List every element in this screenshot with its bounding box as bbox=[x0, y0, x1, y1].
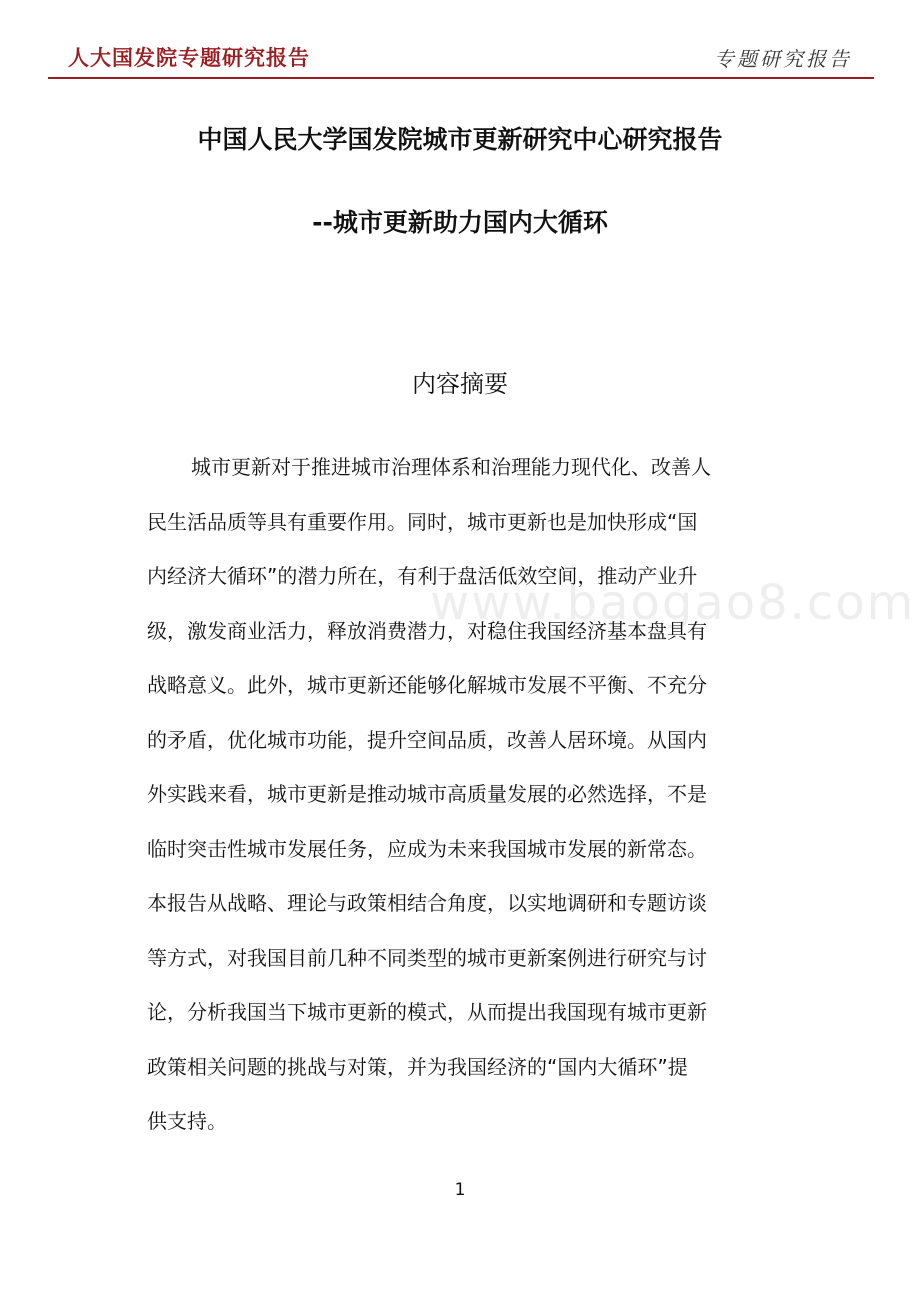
watermark-text: www.baogao8.com bbox=[430, 575, 916, 631]
abstract-line: 民生活品质等具有重要作用。同时，城市更新也是加快形成“国 bbox=[147, 509, 698, 534]
abstract-line: 本报告从战略、理论与政策相结合角度，以实地调研和专题访谈 bbox=[147, 891, 707, 915]
abstract-line: 战略意义。此外，城市更新还能够化解城市发展不平衡、不充分 bbox=[147, 673, 707, 697]
abstract-line: 等方式，对我国目前几种不同类型的城市更新案例进行研究与讨 bbox=[147, 945, 707, 970]
abstract-line: 临时突击性城市发展任务，应成为未来我国城市发展的新常态。 bbox=[147, 836, 707, 861]
document-title: 中国人民大学国发院城市更新研究中心研究报告 bbox=[197, 125, 723, 154]
header-report-series-title: 人大国发院专题研究报告 bbox=[68, 45, 310, 70]
abstract-line: 外实践来看，城市更新是推动城市高质量发展的必然选择，不是 bbox=[147, 782, 707, 806]
abstract-line: 内经济大循环”的潜力所在，有利于盘活低效空间，推动产业升 bbox=[147, 564, 698, 588]
document-subtitle: --城市更新助力国内大循环 bbox=[312, 208, 608, 237]
abstract-line: 城市更新对于推进城市治理体系和治理能力现代化、改善人 bbox=[191, 455, 711, 479]
abstract-paragraph bbox=[147, 440, 763, 1149]
abstract-line: 政策相关问题的挑战与对策，并为我国经济的“国内大循环”提 bbox=[147, 1054, 688, 1079]
header-report-type-label: 专题研究报告 bbox=[714, 47, 852, 71]
abstract-line: 供支持。 bbox=[147, 1109, 227, 1133]
page-number: 1 bbox=[454, 1180, 466, 1200]
abstract-line: 论，分析我国当下城市更新的模式，从而提出我国现有城市更新 bbox=[147, 1000, 707, 1024]
abstract-line: 的矛盾，优化城市功能，提升空间品质，改善人居环境。从国内 bbox=[147, 727, 707, 752]
abstract-line: 级，激发商业活力，释放消费潜力，对稳住我国经济基本盘具有 bbox=[147, 618, 707, 643]
abstract-heading: 内容摘要 bbox=[412, 370, 508, 398]
page-header bbox=[48, 30, 874, 80]
header-divider bbox=[48, 77, 874, 79]
